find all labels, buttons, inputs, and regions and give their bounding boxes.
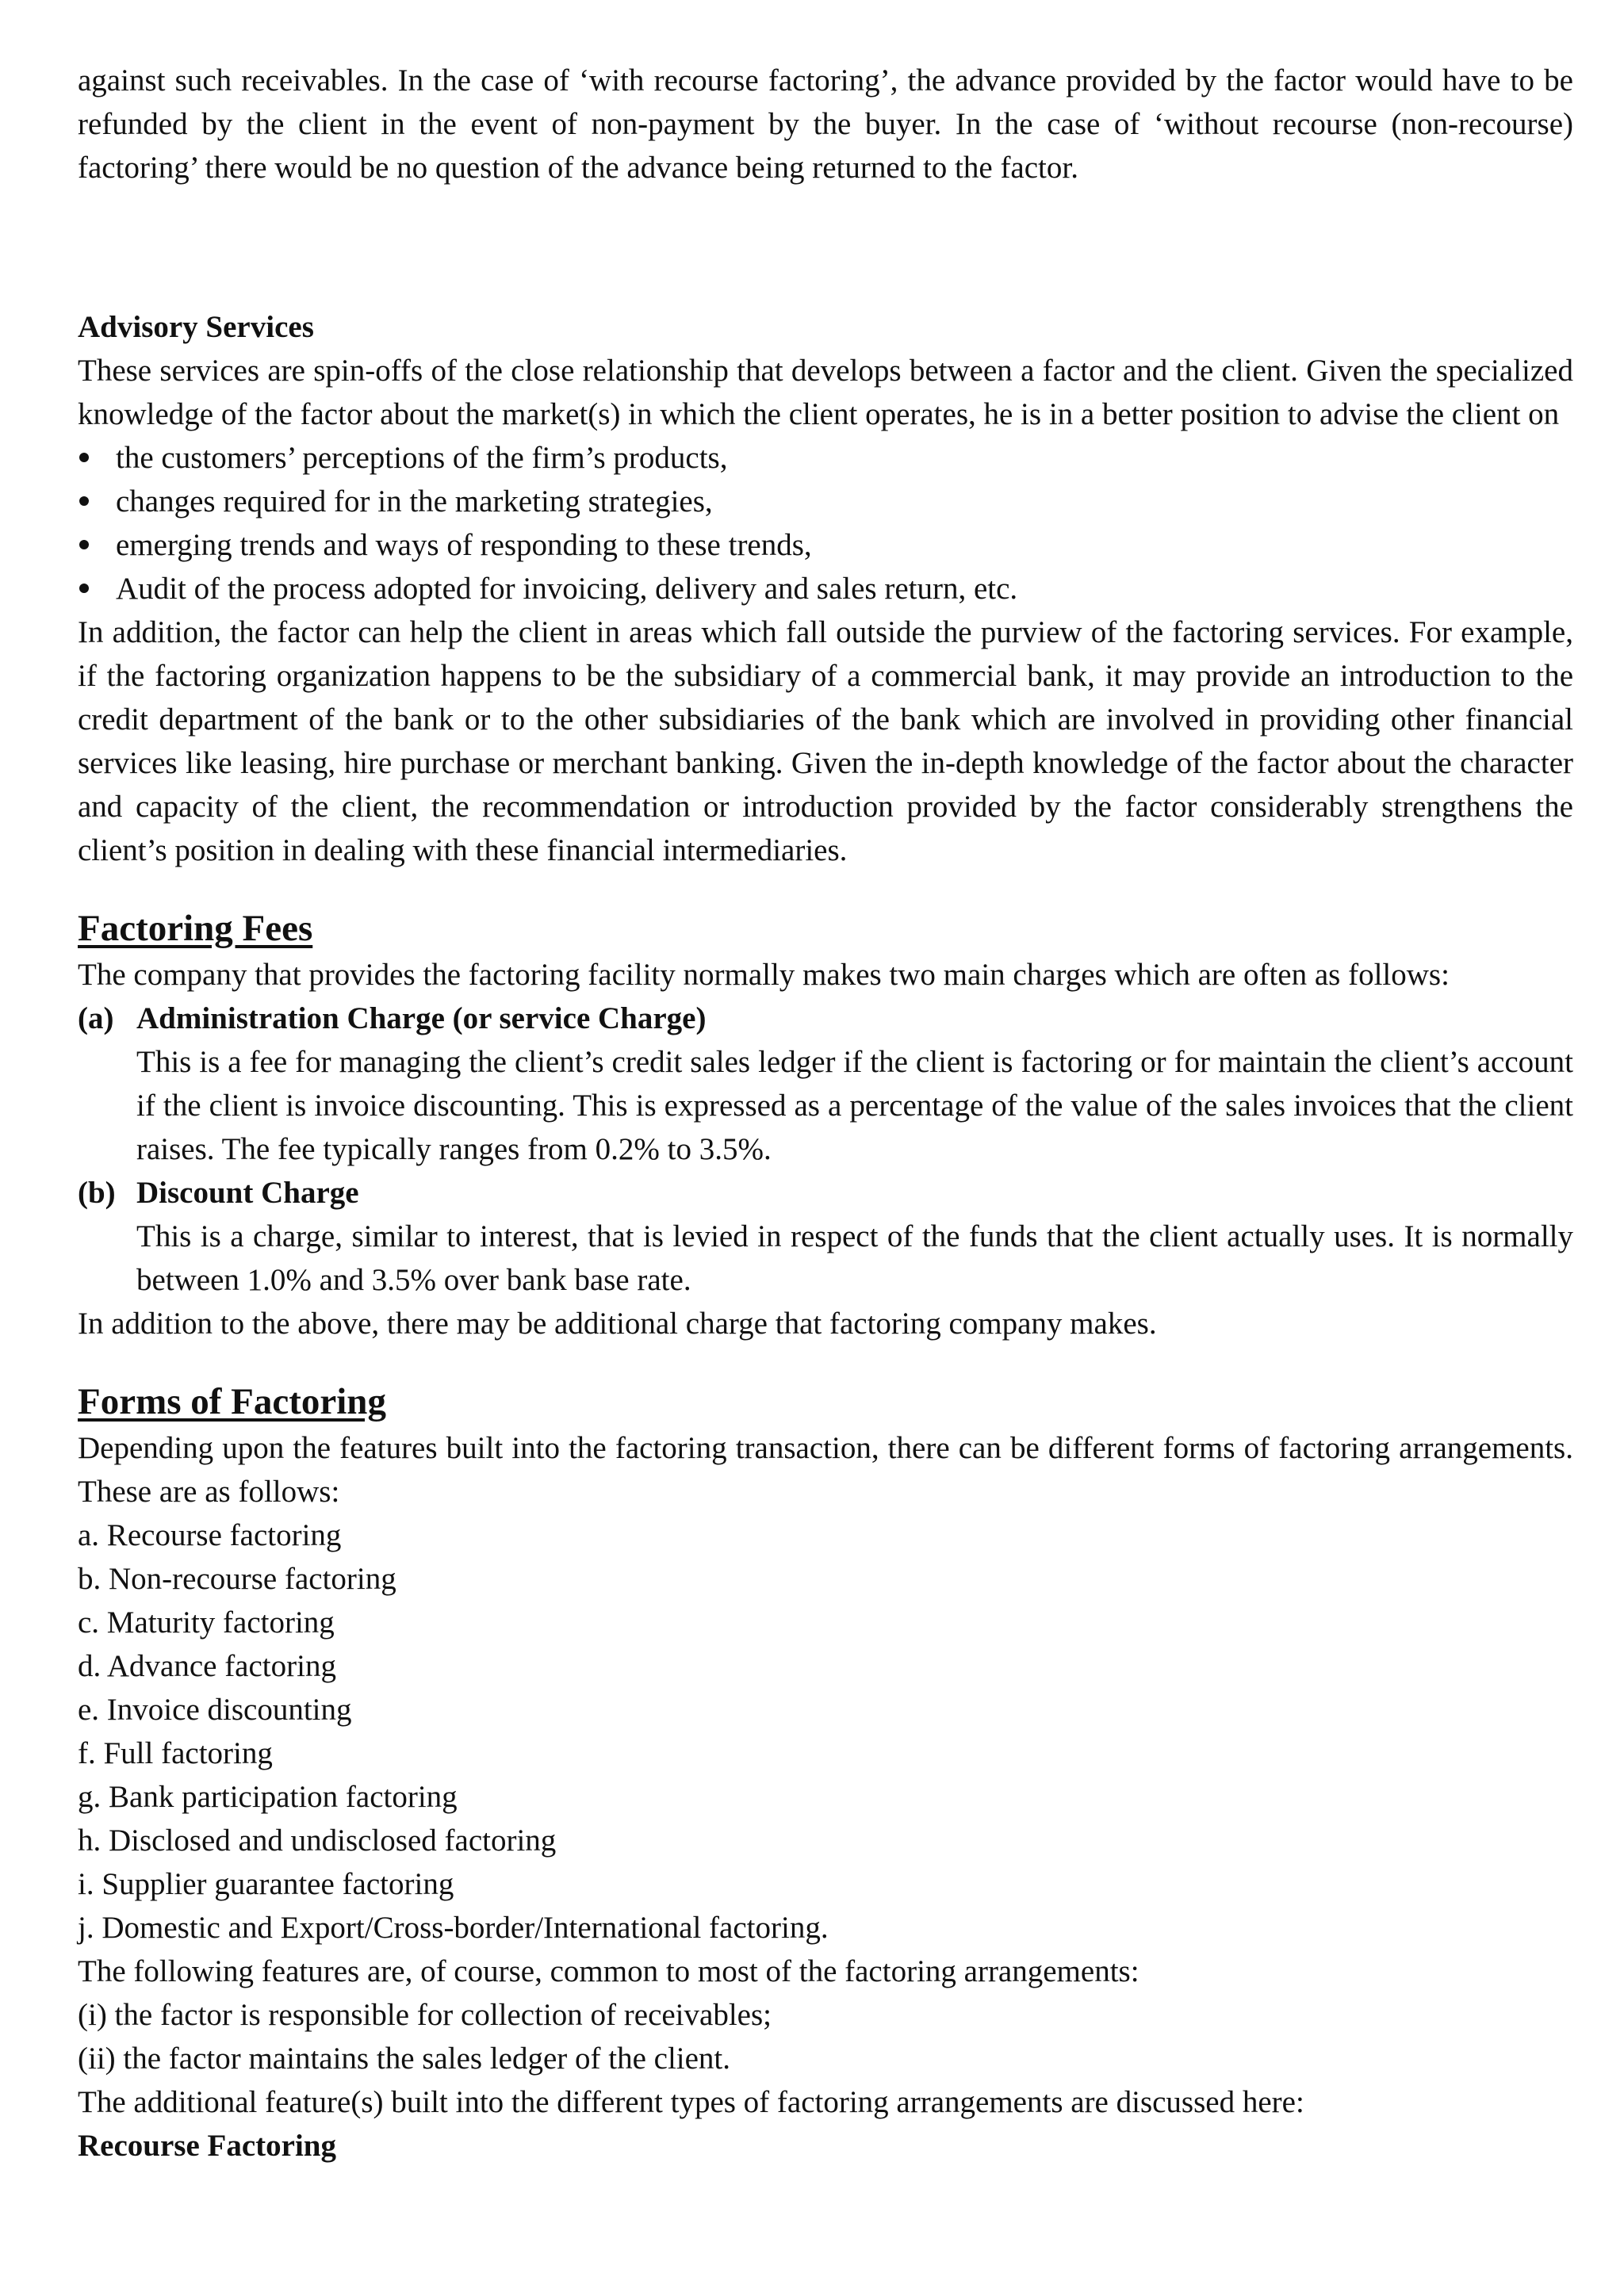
recourse-factoring-heading: Recourse Factoring: [78, 2129, 336, 2163]
list-item: e. Invoice discounting: [78, 1693, 352, 1727]
advisory-section: [78, 305, 1573, 872]
spacer: [78, 872, 1573, 905]
charge-item-administration: [78, 997, 1573, 1171]
spacer: [78, 189, 1573, 305]
advisory-closing-paragraph: In addition, the factor can help the client in areas which fall outside the purview of the factoring services. For example, if the factoring organization happens to be the subsidiary of a commercial bank, it may provide an introduction to the credit department of the bank or to the other subsidiaries of the bank which are involved in providing other financial services like leasing, hire purchase or merchant banking. Given the in-depth knowledge of the factor about the character and capacity of the client, the recommendation or introduction provided by the factor considerably strengthens the client’s position in dealing with these financial intermediaries.: [78, 615, 1573, 867]
advisory-paragraph: These services are spin-offs of the close relationship that develops between a factor and the client. Given the specialized knowledge of the factor about the market(s) in which the client operates, he is in a better position to advise the client on: [78, 354, 1573, 431]
charge-body: This is a charge, similar to interest, that is levied in respect of the funds that the client actually uses. It is normally between 1.0% and 3.5% over bank base rate.: [136, 1219, 1573, 1297]
list-item: j. Domestic and Export/Cross-border/International factoring.: [78, 1911, 829, 1945]
list-item: a. Recourse factoring: [78, 1518, 342, 1552]
fees-intro: The company that provides the factoring facility normally makes two main charges which are often as follows:: [78, 958, 1450, 992]
bullet-icon: [79, 584, 89, 593]
list-item: i. Supplier guarantee factoring: [78, 1867, 454, 1901]
bullet-text: the customers’ perceptions of the firm’s products,: [116, 441, 728, 475]
list-item: h. Disclosed and undisclosed factoring: [78, 1823, 557, 1858]
bullet-icon: [79, 496, 89, 506]
factoring-fees-section: [78, 905, 1573, 1345]
charge-label: (b): [78, 1176, 116, 1210]
list-item: [78, 523, 1573, 567]
bullet-text: changes required for in the marketing strategies,: [116, 484, 713, 519]
charge-body: This is a fee for managing the client’s credit sales ledger if the client is factoring or for maintain the client’s account if the client is invoice discounting. This is expressed as a percentage of the value of the sales invoices that the client raises. The fee typically ranges from 0.2% to 3.5%.: [136, 1045, 1573, 1166]
list-item: b. Non-recourse factoring: [78, 1562, 396, 1596]
charge-label: (a): [78, 1001, 114, 1035]
common-features-list: [78, 1993, 1573, 2080]
list-item: [78, 436, 1573, 480]
advisory-bullet-list: [78, 436, 1573, 610]
common-features-intro: The following features are, of course, common to most of the factoring arrangements:: [78, 1954, 1139, 1988]
spacer: [78, 1345, 1573, 1379]
list-item: d. Advance factoring: [78, 1649, 336, 1683]
document-page: [78, 59, 1573, 2168]
charge-heading: [78, 997, 1573, 1040]
bullet-icon: [79, 540, 89, 549]
charge-item-discount: [78, 1171, 1573, 1302]
list-item: (ii) the factor maintains the sales ledger of the client.: [78, 2042, 731, 2076]
bullet-text: Audit of the process adopted for invoicing, delivery and sales return, etc.: [116, 572, 1018, 606]
charge-heading: [78, 1171, 1573, 1215]
charge-title: Discount Charge: [136, 1176, 359, 1210]
forms-of-factoring-heading: Forms of Factoring: [78, 1381, 386, 1422]
bullet-text: emerging trends and ways of responding to these trends,: [116, 528, 812, 562]
forms-list: [78, 1513, 1573, 1950]
charge-title: Administration Charge (or service Charge): [136, 1001, 707, 1035]
forms-intro: Depending upon the features built into the factoring transaction, there can be different forms of factoring arrangements. These are as follows:: [78, 1431, 1573, 1509]
list-item: f. Full factoring: [78, 1736, 273, 1770]
forms-of-factoring-section: [78, 1379, 1573, 2168]
intro-paragraph: against such receivables. In the case of ‘with recourse factoring’, the advance provided by the factor would have to be refunded by the client in the event of non-payment by the buyer. In the case of ‘without recourse (non-recourse) factoring’ there would be no question of the advance being returned to the factor.: [78, 63, 1573, 185]
list-item: [78, 567, 1573, 610]
fees-closing: In addition to the above, there may be additional charge that factoring company makes.: [78, 1307, 1157, 1341]
list-item: (i) the factor is responsible for collection of receivables;: [78, 1998, 772, 2032]
advisory-heading: Advisory Services: [78, 310, 314, 344]
list-item: c. Maturity factoring: [78, 1605, 335, 1640]
bullet-icon: [79, 453, 89, 462]
additional-features-text: The additional feature(s) built into the different types of factoring arrangements are discussed here:: [78, 2085, 1304, 2119]
list-item: g. Bank participation factoring: [78, 1780, 458, 1814]
list-item: [78, 480, 1573, 523]
factoring-fees-heading: Factoring Fees: [78, 908, 313, 949]
